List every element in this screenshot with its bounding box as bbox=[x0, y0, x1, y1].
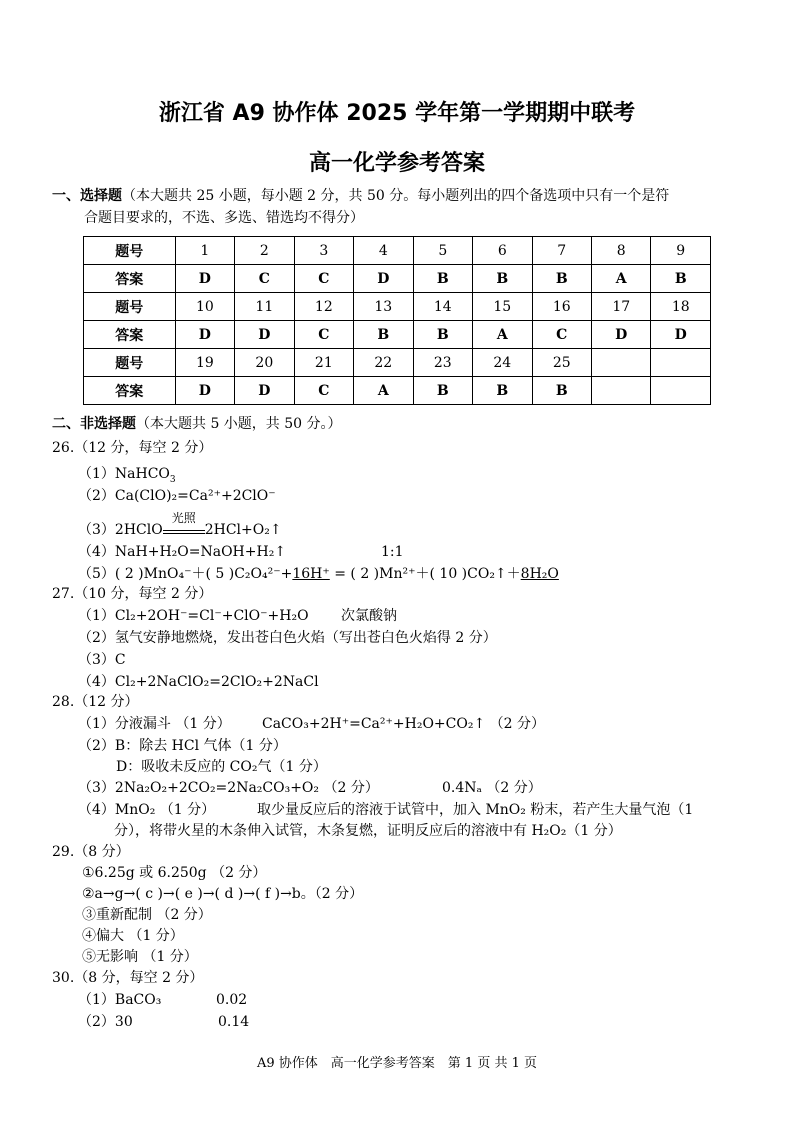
question-number-cell: 14 bbox=[413, 293, 472, 321]
answer-cell: B bbox=[413, 321, 472, 349]
question-number-cell: 1 bbox=[175, 237, 234, 265]
q29-a2: ②a→g→( c )→( e )→( d )→( f )→b。（2 分） bbox=[82, 886, 364, 902]
row-label-question: 题号 bbox=[84, 349, 176, 377]
question-number-row bbox=[84, 237, 711, 265]
row-label-answer: 答案 bbox=[84, 265, 176, 293]
answer-cell: A bbox=[592, 265, 651, 293]
answer-cell: B bbox=[413, 377, 472, 405]
row-label-answer: 答案 bbox=[84, 377, 176, 405]
question-number-cell: 25 bbox=[532, 349, 591, 377]
question-number-cell bbox=[651, 349, 711, 377]
question-number-cell: 10 bbox=[175, 293, 234, 321]
q26-a2: （2）Ca(ClO)₂=Ca²⁺+2ClO⁻ bbox=[78, 488, 276, 504]
question-number-cell: 13 bbox=[354, 293, 413, 321]
question-number-cell: 7 bbox=[532, 237, 591, 265]
q30-a1: （1）BaCO₃ bbox=[78, 992, 162, 1008]
page-title: 浙江省 A9 协作体 2025 学年第一学期期中联考 bbox=[158, 101, 636, 126]
section1-line1 bbox=[52, 186, 669, 206]
section1-desc2: 合题目要求的，不选、多选、错选均不得分） bbox=[84, 210, 364, 226]
q26-head: 26.（12 分，每空 2 分） bbox=[52, 440, 213, 456]
answer-cell: D bbox=[235, 377, 294, 405]
page-subtitle: 高一化学参考答案 bbox=[308, 151, 485, 176]
q27-head: 27.（10 分，每空 2 分） bbox=[52, 586, 213, 602]
q26-a5-u1: 16H⁺ bbox=[292, 566, 330, 582]
section2-heading: 二、非选择题 bbox=[52, 416, 136, 432]
answer-cell: A bbox=[473, 321, 532, 349]
q28-head: 28.（12 分） bbox=[52, 694, 139, 710]
question-number-cell: 24 bbox=[473, 349, 532, 377]
answer-cell: B bbox=[651, 265, 711, 293]
row-label-answer: 答案 bbox=[84, 321, 176, 349]
question-number-cell: 8 bbox=[592, 237, 651, 265]
answer-cell: D bbox=[235, 321, 294, 349]
answer-cell: C bbox=[532, 321, 591, 349]
answer-cell: B bbox=[354, 321, 413, 349]
question-number-cell: 18 bbox=[651, 293, 711, 321]
answer-cell: C bbox=[294, 321, 353, 349]
question-number-cell: 21 bbox=[294, 349, 353, 377]
q28-a1: （1）分液漏斗 （1 分） bbox=[78, 716, 231, 732]
answer-cell: C bbox=[235, 265, 294, 293]
answer-row bbox=[84, 265, 711, 293]
q26-a5-u2: 8H₂O bbox=[520, 566, 559, 582]
question-number-cell: 15 bbox=[473, 293, 532, 321]
answer-cell: D bbox=[175, 377, 234, 405]
section2-desc: （本大题共 5 小题，共 50 分。） bbox=[136, 416, 342, 432]
q26-a1-text: （1）NaHCO bbox=[78, 466, 170, 482]
q28-a1-eq: CaCO₃+2H⁺=Ca²⁺+H₂O+CO₂↑ （2 分） bbox=[262, 716, 545, 732]
equal-bar bbox=[163, 530, 205, 534]
question-number-cell: 17 bbox=[592, 293, 651, 321]
answer-cell: C bbox=[294, 377, 353, 405]
answer-cell: B bbox=[473, 265, 532, 293]
q28-a4b: 取少量反应后的溶液于试管中，加入 MnO₂ 粉末，若产生大量气泡（1 bbox=[257, 802, 694, 818]
q29-a3: ③重新配制 （2 分） bbox=[82, 907, 212, 923]
q26-a4: （4）NaH+H₂O=NaOH+H₂↑ bbox=[78, 544, 287, 560]
q28-a3: （3）2Na₂O₂+2CO₂=2Na₂CO₃+O₂ （2 分） bbox=[78, 780, 379, 796]
page-footer: A9 协作体 高一化学参考答案 第 1 页 共 1 页 bbox=[257, 1056, 537, 1071]
question-number-cell: 19 bbox=[175, 349, 234, 377]
question-number-cell: 12 bbox=[294, 293, 353, 321]
question-number-cell: 5 bbox=[413, 237, 472, 265]
answer-cell: D bbox=[175, 321, 234, 349]
question-number-cell bbox=[592, 349, 651, 377]
question-number-cell: 2 bbox=[235, 237, 294, 265]
question-number-cell: 6 bbox=[473, 237, 532, 265]
q28-a4: （4）MnO₂ （1 分） bbox=[78, 802, 216, 818]
q26-a5-mid: = ( 2 )Mn²⁺＋( 10 )CO₂↑＋ bbox=[329, 566, 521, 582]
section2-line bbox=[52, 414, 342, 434]
question-number-cell: 11 bbox=[235, 293, 294, 321]
q26-a5-pre: （5）( 2 )MnO₄⁻＋( 5 )C₂O₄²⁻+ bbox=[78, 566, 293, 582]
row-label-question: 题号 bbox=[84, 237, 176, 265]
q27-a1: （1）Cl₂+2OH⁻=Cl⁻+ClO⁻+H₂O bbox=[78, 608, 309, 624]
answer-cell: A bbox=[354, 377, 413, 405]
q30-head: 30.（8 分，每空 2 分） bbox=[52, 970, 204, 986]
answer-cell: B bbox=[473, 377, 532, 405]
answer-cell: C bbox=[294, 265, 353, 293]
question-number-row bbox=[84, 349, 711, 377]
q26-a1-sub: 3 bbox=[169, 474, 176, 485]
q29-a4: ④偏大 （1 分） bbox=[82, 928, 184, 944]
answer-cell: D bbox=[354, 265, 413, 293]
question-number-cell: 23 bbox=[413, 349, 472, 377]
answer-cell: D bbox=[175, 265, 234, 293]
q26-a3-pre: （3）2HClO bbox=[78, 522, 163, 538]
question-number-row bbox=[84, 293, 711, 321]
q30-a1b: 0.02 bbox=[216, 992, 248, 1008]
question-number-cell: 3 bbox=[294, 237, 353, 265]
q30-a2b: 0.14 bbox=[218, 1014, 250, 1030]
section1-heading: 一、选择题 bbox=[52, 188, 122, 204]
answer-cell: D bbox=[592, 321, 651, 349]
q26-a4-ratio: 1:1 bbox=[381, 544, 404, 560]
q27-a2: （2）氢气安静地燃烧，发出苍白色火焰（写出苍白色火焰得 2 分） bbox=[78, 630, 497, 646]
question-number-cell: 4 bbox=[354, 237, 413, 265]
answer-cell: B bbox=[413, 265, 472, 293]
q29-head: 29.（8 分） bbox=[52, 844, 130, 860]
answer-table bbox=[83, 236, 711, 405]
q26-a3-post: 2HCl+O₂↑ bbox=[204, 522, 282, 538]
q28-a2: （2）B：除去 HCl 气体（1 分） bbox=[78, 738, 287, 754]
answer-cell: D bbox=[651, 321, 711, 349]
question-number-cell: 16 bbox=[532, 293, 591, 321]
section1-desc: （本大题共 25 小题，每小题 2 分，共 50 分。每小题列出的四个备选项中只有一个是符 bbox=[122, 188, 670, 204]
q27-a1-name: 次氯酸钠 bbox=[341, 608, 397, 624]
answer-cell: B bbox=[532, 265, 591, 293]
q29-a5: ⑤无影响 （1 分） bbox=[82, 949, 198, 965]
q26-a3-cond: 光照 bbox=[171, 511, 196, 525]
row-label-question: 题号 bbox=[84, 293, 176, 321]
q27-a3: （3）C bbox=[78, 652, 126, 668]
answer-row bbox=[84, 321, 711, 349]
q26-a5 bbox=[78, 564, 559, 584]
q28-a3b: 0.4Nₐ （2 分） bbox=[442, 780, 542, 796]
answer-row bbox=[84, 377, 711, 405]
question-number-cell: 20 bbox=[235, 349, 294, 377]
light-condition bbox=[163, 511, 205, 534]
question-number-cell: 9 bbox=[651, 237, 711, 265]
q27-a4: （4）Cl₂+2NaClO₂=2ClO₂+2NaCl bbox=[78, 674, 319, 690]
answer-cell bbox=[651, 377, 711, 405]
q26-a3 bbox=[78, 511, 282, 540]
question-number-cell: 22 bbox=[354, 349, 413, 377]
q28-a2b: D：吸收未反应的 CO₂气（1 分） bbox=[116, 759, 327, 775]
answer-cell bbox=[592, 377, 651, 405]
q30-a2: （2）30 bbox=[78, 1014, 133, 1030]
q28-a4c: 分），将带火星的木条伸入试管，木条复燃，证明反应后的溶液中有 H₂O₂（1 分） bbox=[114, 823, 622, 839]
q29-a1: ①6.25g 或 6.250g （2 分） bbox=[82, 865, 267, 881]
answer-cell: B bbox=[532, 377, 591, 405]
